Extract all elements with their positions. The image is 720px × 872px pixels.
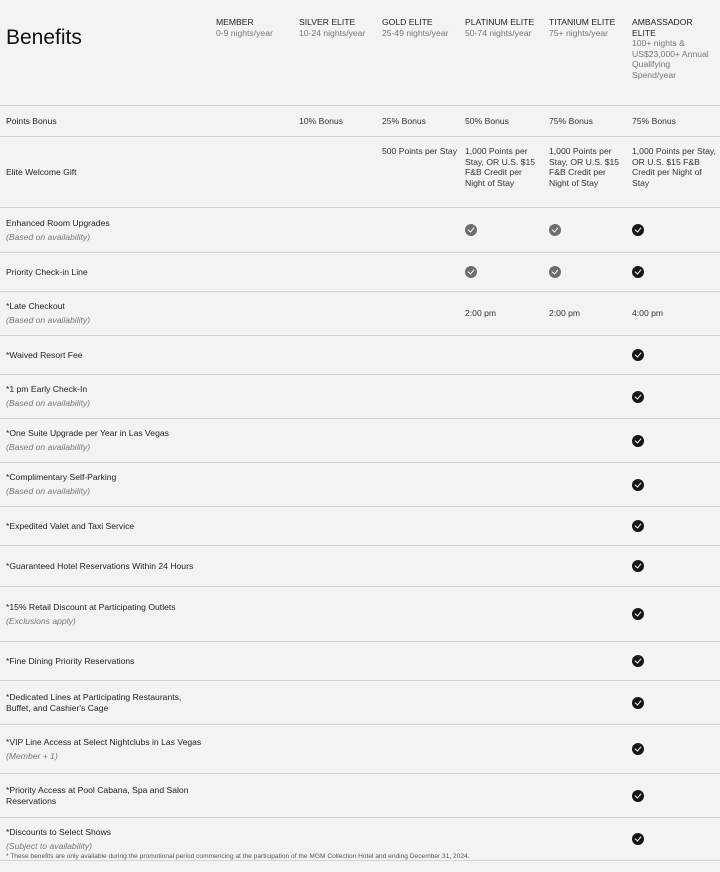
check-circle-icon bbox=[549, 266, 561, 278]
benefit-name: *One Suite Upgrade per Year in Las Vegas bbox=[6, 428, 169, 439]
tier-ambassador bbox=[628, 0, 720, 106]
benefit-name: *Fine Dining Priority Reservations bbox=[6, 655, 135, 666]
benefit-value-cell bbox=[378, 292, 461, 336]
benefit-value-cell bbox=[295, 642, 378, 681]
benefit-value-cell bbox=[212, 419, 295, 463]
benefit-value-cell bbox=[378, 642, 461, 681]
table-row bbox=[0, 463, 720, 507]
benefit-value-cell bbox=[212, 208, 295, 253]
benefit-name: *1 pm Early Check-In bbox=[6, 384, 88, 395]
benefit-value-cell bbox=[461, 137, 545, 208]
check-circle-icon bbox=[632, 608, 644, 620]
benefit-value-cell bbox=[461, 642, 545, 681]
benefit-value-cell bbox=[212, 463, 295, 507]
benefit-name: Points Bonus bbox=[6, 115, 57, 126]
benefit-value: 75% Bonus bbox=[632, 115, 676, 126]
benefit-value-cell bbox=[461, 681, 545, 725]
benefit-value-cell bbox=[461, 818, 545, 861]
benefit-value-cell bbox=[545, 375, 628, 419]
check-circle-icon bbox=[632, 435, 644, 447]
benefit-value-cell bbox=[212, 137, 295, 208]
benefit-value-cell bbox=[628, 336, 720, 375]
benefit-note: (Based on availability) bbox=[6, 398, 91, 408]
table-row bbox=[0, 292, 720, 336]
check-circle-icon bbox=[632, 224, 644, 236]
benefit-value-cell bbox=[295, 546, 378, 587]
benefit-value-cell bbox=[295, 463, 378, 507]
check-circle-icon bbox=[632, 697, 644, 709]
benefit-value-cell bbox=[545, 725, 628, 774]
benefit-value-cell bbox=[212, 774, 295, 818]
benefit-value-cell bbox=[295, 774, 378, 818]
tier-nights: 100+ nights & US$23,000+ Annual Qualifying Spend/year bbox=[632, 38, 709, 80]
benefit-value-cell bbox=[295, 375, 378, 419]
benefit-label-cell bbox=[0, 681, 212, 725]
benefit-label-cell bbox=[0, 419, 212, 463]
table-row bbox=[0, 587, 720, 642]
table-row bbox=[0, 725, 720, 774]
benefit-value-cell bbox=[295, 725, 378, 774]
tier-nights: 0-9 nights/year bbox=[216, 27, 273, 38]
tier-nights: 75+ nights/year bbox=[549, 27, 609, 38]
benefit-value-cell bbox=[628, 725, 720, 774]
benefit-value-cell bbox=[212, 587, 295, 642]
benefit-value-cell bbox=[461, 463, 545, 507]
benefit-note: (Subject to availability) bbox=[6, 840, 92, 851]
table-row bbox=[0, 774, 720, 818]
benefit-value-cell bbox=[212, 546, 295, 587]
benefit-value-cell bbox=[212, 106, 295, 137]
table-row bbox=[0, 375, 720, 419]
benefit-value-cell bbox=[545, 774, 628, 818]
benefit-value-cell bbox=[545, 463, 628, 507]
benefit-label-cell bbox=[0, 507, 212, 546]
benefit-value-cell bbox=[295, 208, 378, 253]
benefit-note: (Based on availability) bbox=[6, 486, 91, 496]
benefit-value-cell bbox=[378, 375, 461, 419]
tier-name: PLATINUM ELITE bbox=[465, 17, 535, 27]
benefit-name: Priority Check-in Line bbox=[6, 266, 88, 277]
benefit-value-cell bbox=[212, 725, 295, 774]
benefit-value-cell bbox=[212, 375, 295, 419]
benefit-value-cell bbox=[628, 137, 720, 208]
benefit-name: *Guaranteed Hotel Reservations Within 24 Hours bbox=[6, 560, 194, 571]
check-circle-icon bbox=[632, 349, 644, 361]
benefit-label-cell bbox=[0, 253, 212, 292]
tier-member bbox=[212, 0, 295, 106]
benefit-value-cell bbox=[461, 253, 545, 292]
check-circle-icon bbox=[632, 833, 644, 845]
benefit-value: 75% Bonus bbox=[549, 115, 593, 126]
check-circle-icon bbox=[632, 790, 644, 802]
benefit-value-cell bbox=[461, 774, 545, 818]
benefit-value-cell bbox=[628, 375, 720, 419]
benefit-note: (Based on availability) bbox=[6, 315, 91, 325]
benefit-value-cell bbox=[378, 587, 461, 642]
benefit-label-cell bbox=[0, 463, 212, 507]
benefit-value-cell bbox=[545, 546, 628, 587]
benefit-value-cell bbox=[628, 106, 720, 137]
benefit-value-cell bbox=[545, 507, 628, 546]
benefit-value-cell bbox=[628, 208, 720, 253]
benefit-label-cell bbox=[0, 137, 212, 208]
page-title: Benefits bbox=[6, 26, 82, 49]
benefit-name: *Late Checkout bbox=[6, 301, 65, 312]
benefit-label-cell bbox=[0, 106, 212, 137]
benefit-value-cell bbox=[295, 681, 378, 725]
benefit-value: 2:00 pm bbox=[549, 308, 581, 319]
benefit-value-cell bbox=[628, 774, 720, 818]
check-circle-icon bbox=[632, 560, 644, 572]
benefit-name: *Dedicated Lines at Participating Restaurants, Buffet, and Cashier's Cage bbox=[6, 691, 182, 713]
benefit-value-cell bbox=[461, 292, 545, 336]
benefit-value-cell bbox=[628, 681, 720, 725]
table-row bbox=[0, 507, 720, 546]
benefit-value-cell bbox=[461, 587, 545, 642]
table-header bbox=[0, 0, 720, 106]
check-circle-icon bbox=[632, 266, 644, 278]
benefit-value-cell bbox=[545, 642, 628, 681]
benefit-value-cell bbox=[378, 681, 461, 725]
benefit-value-cell bbox=[212, 292, 295, 336]
benefit-value-cell bbox=[628, 587, 720, 642]
benefit-name: *Complimentary Self-Parking bbox=[6, 472, 117, 483]
check-circle-icon bbox=[632, 520, 644, 532]
benefit-label-cell bbox=[0, 725, 212, 774]
benefit-note: (Exclusions apply) bbox=[6, 615, 76, 626]
tier-name: TITANIUM ELITE bbox=[549, 17, 616, 27]
tier-name: AMBASSADOR ELITE bbox=[632, 17, 693, 38]
benefit-value: 500 Points per Stay bbox=[382, 146, 458, 156]
benefit-note: (Member + 1) bbox=[6, 750, 58, 761]
benefit-value-cell bbox=[461, 336, 545, 375]
benefit-label-cell bbox=[0, 208, 212, 253]
table-row bbox=[0, 419, 720, 463]
benefit-name: *Expedited Valet and Taxi Service bbox=[6, 520, 135, 531]
benefit-value: 10% Bonus bbox=[299, 115, 343, 126]
benefit-value-cell bbox=[295, 587, 378, 642]
benefit-name: *VIP Line Access at Select Nightclubs in Las Vegas bbox=[6, 736, 202, 747]
benefit-name: *Discounts to Select Shows bbox=[6, 826, 112, 837]
table-row bbox=[0, 106, 720, 137]
benefit-value-cell bbox=[628, 507, 720, 546]
benefit-value-cell bbox=[545, 336, 628, 375]
benefit-value-cell bbox=[212, 253, 295, 292]
benefit-value-cell bbox=[378, 463, 461, 507]
benefit-value: 25% Bonus bbox=[382, 115, 426, 126]
benefit-value-cell bbox=[212, 336, 295, 375]
tier-name: GOLD ELITE bbox=[382, 17, 433, 27]
benefit-label-cell bbox=[0, 642, 212, 681]
benefit-value-cell bbox=[378, 725, 461, 774]
benefit-value-cell bbox=[212, 681, 295, 725]
benefit-value-cell bbox=[461, 419, 545, 463]
benefit-value-cell bbox=[378, 208, 461, 253]
benefit-value-cell bbox=[295, 507, 378, 546]
benefit-label-cell bbox=[0, 546, 212, 587]
tier-gold bbox=[378, 0, 461, 106]
benefit-value: 1,000 Points per Stay, OR U.S. $15 F&B Credit per Night of Stay bbox=[632, 146, 716, 188]
benefit-value-cell bbox=[295, 137, 378, 208]
benefit-label-cell bbox=[0, 375, 212, 419]
benefit-label-cell bbox=[0, 292, 212, 336]
footnote: * These benefits are only available during the promotional period commencing at the participation of the MGM Collection Hotel and ending December 31, 2024. bbox=[6, 853, 470, 860]
check-circle-icon bbox=[465, 224, 477, 236]
benefit-value: 1,000 Points per Stay, OR U.S. $15 F&B Credit per Night of Stay bbox=[465, 146, 536, 188]
benefit-value: 1,000 Points per Stay, OR U.S. $15 F&B Credit per Night of Stay bbox=[549, 146, 620, 188]
benefit-value-cell bbox=[378, 336, 461, 375]
table-row bbox=[0, 253, 720, 292]
benefit-value: 50% Bonus bbox=[465, 115, 509, 126]
benefit-value-cell bbox=[628, 253, 720, 292]
table-row bbox=[0, 642, 720, 681]
table-row bbox=[0, 208, 720, 253]
benefit-value-cell bbox=[628, 546, 720, 587]
benefit-name: *Priority Access at Pool Cabana, Spa and Salon Reservations bbox=[6, 784, 189, 806]
tier-nights: 25-49 nights/year bbox=[382, 27, 449, 38]
benefit-value-cell bbox=[628, 818, 720, 861]
benefit-name: *Waived Resort Fee bbox=[6, 349, 83, 360]
benefit-value-cell bbox=[295, 292, 378, 336]
benefit-value-cell bbox=[545, 292, 628, 336]
benefit-value-cell bbox=[378, 774, 461, 818]
benefit-value-cell bbox=[461, 546, 545, 587]
benefit-note: (Based on availability) bbox=[6, 442, 91, 452]
benefit-label-cell bbox=[0, 587, 212, 642]
benefit-value-cell bbox=[545, 208, 628, 253]
benefit-value-cell bbox=[545, 137, 628, 208]
table-row bbox=[0, 546, 720, 587]
benefit-value-cell bbox=[545, 681, 628, 725]
table-row bbox=[0, 336, 720, 375]
benefit-value-cell bbox=[628, 419, 720, 463]
benefit-value-cell bbox=[461, 725, 545, 774]
tier-nights: 10-24 nights/year bbox=[299, 27, 366, 38]
tier-nights: 50-74 nights/year bbox=[465, 27, 532, 38]
benefit-value-cell bbox=[295, 336, 378, 375]
tier-name: MEMBER bbox=[216, 17, 254, 27]
check-circle-icon bbox=[632, 479, 644, 491]
check-circle-icon bbox=[465, 266, 477, 278]
benefit-value-cell bbox=[545, 587, 628, 642]
tier-platinum bbox=[461, 0, 545, 106]
benefit-value-cell bbox=[461, 507, 545, 546]
tier-name: SILVER ELITE bbox=[299, 17, 356, 27]
benefit-value-cell bbox=[212, 507, 295, 546]
check-circle-icon bbox=[632, 743, 644, 755]
benefit-value-cell bbox=[461, 208, 545, 253]
benefit-label-cell bbox=[0, 774, 212, 818]
table-row bbox=[0, 681, 720, 725]
benefit-value-cell bbox=[295, 419, 378, 463]
benefit-value-cell bbox=[628, 292, 720, 336]
benefit-note: (Based on availability) bbox=[6, 231, 91, 242]
benefit-value-cell bbox=[545, 419, 628, 463]
benefit-name: *15% Retail Discount at Participating Outlets bbox=[6, 601, 176, 612]
benefit-value-cell bbox=[628, 463, 720, 507]
benefit-name: Elite Welcome Gift bbox=[6, 166, 77, 177]
benefit-value-cell bbox=[212, 642, 295, 681]
benefit-value-cell bbox=[628, 642, 720, 681]
check-circle-icon bbox=[632, 655, 644, 667]
benefit-value-cell bbox=[378, 546, 461, 587]
benefit-value-cell bbox=[461, 106, 545, 137]
benefit-value-cell bbox=[295, 253, 378, 292]
benefit-value-cell bbox=[378, 253, 461, 292]
benefit-value: 4:00 pm bbox=[632, 308, 664, 319]
benefit-value-cell bbox=[378, 419, 461, 463]
check-circle-icon bbox=[549, 224, 561, 236]
check-circle-icon bbox=[632, 391, 644, 403]
tier-titanium bbox=[545, 0, 628, 106]
benefit-value-cell bbox=[295, 106, 378, 137]
tier-silver bbox=[295, 0, 378, 106]
benefit-value-cell bbox=[378, 106, 461, 137]
benefit-value-cell bbox=[545, 253, 628, 292]
table-row bbox=[0, 137, 720, 208]
benefit-value: 2:00 pm bbox=[465, 308, 497, 319]
benefit-value-cell bbox=[378, 507, 461, 546]
benefit-value-cell bbox=[545, 818, 628, 861]
benefit-value-cell bbox=[461, 375, 545, 419]
benefit-label-cell bbox=[0, 336, 212, 375]
benefit-value-cell bbox=[378, 137, 461, 208]
benefit-value-cell bbox=[545, 106, 628, 137]
benefit-name: Enhanced Room Upgrades bbox=[6, 217, 110, 228]
